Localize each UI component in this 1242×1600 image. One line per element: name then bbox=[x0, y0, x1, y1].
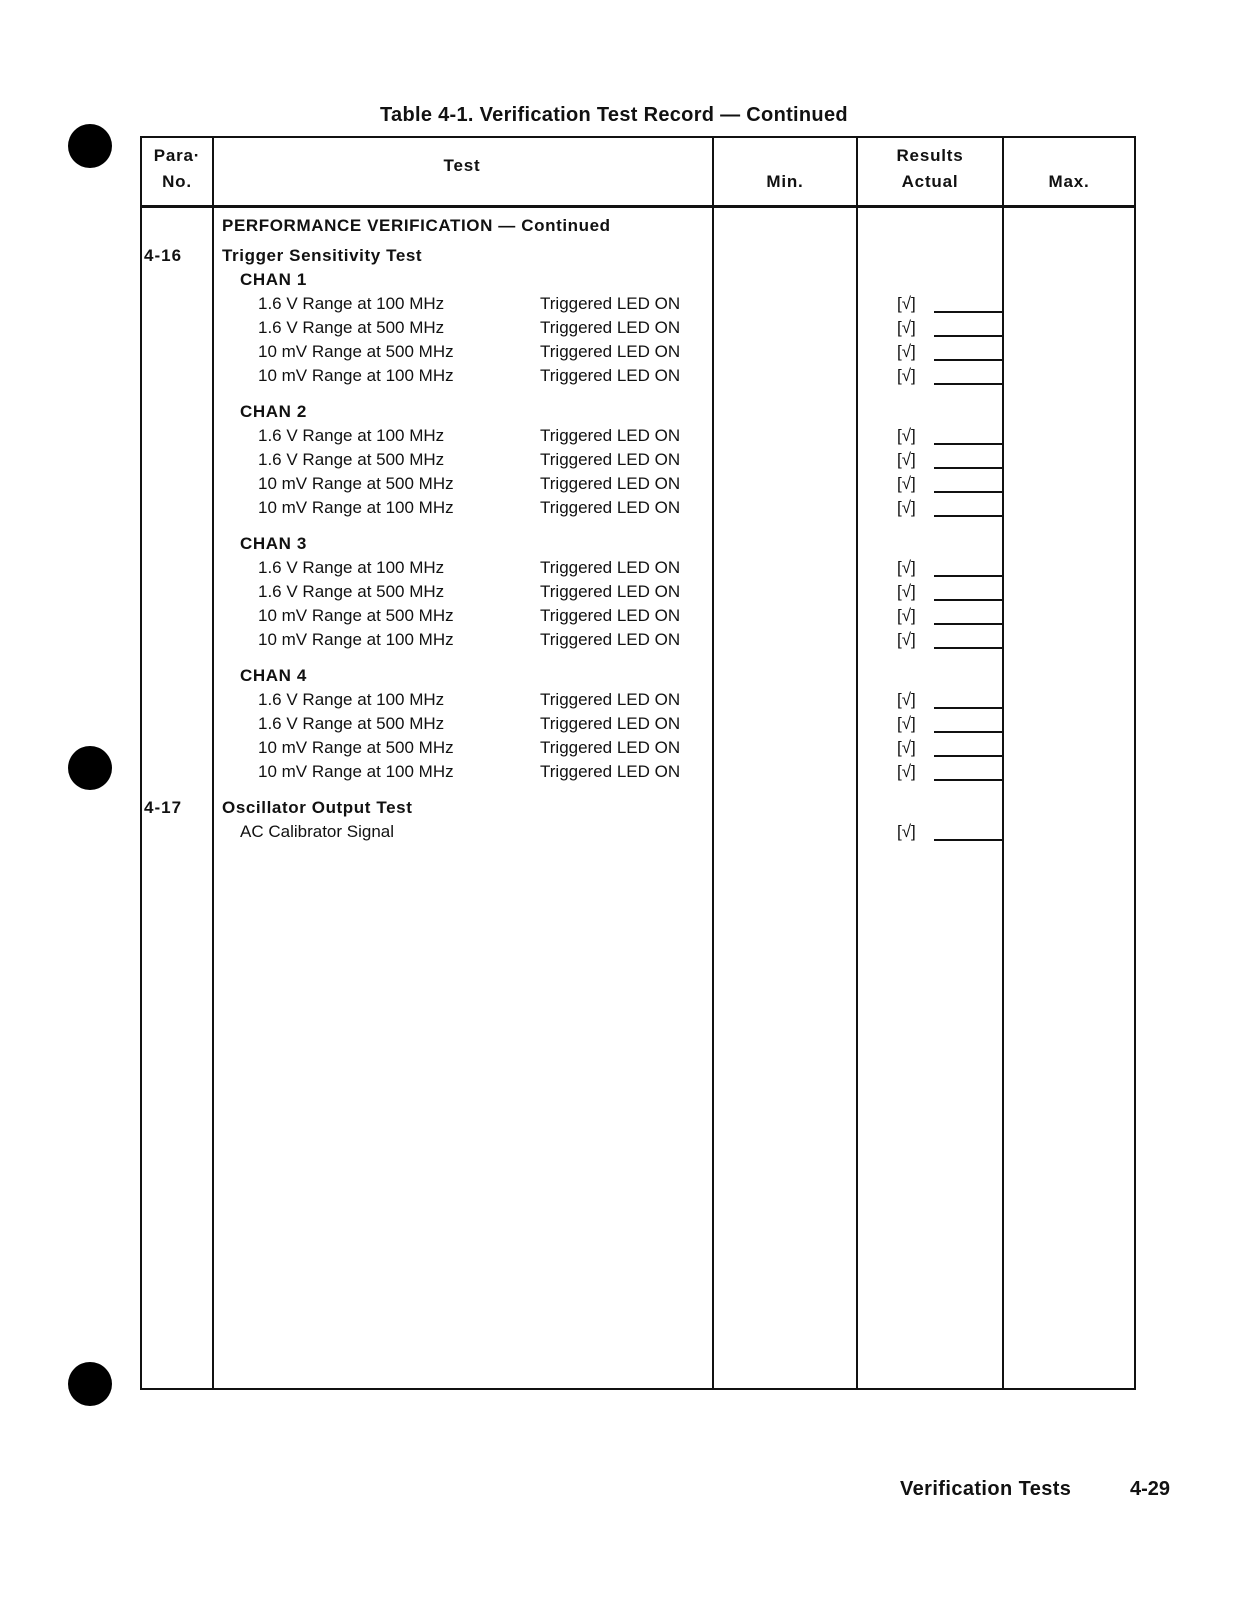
header-para-line1: Para· bbox=[153, 146, 201, 165]
footer-title: Verification Tests bbox=[900, 1478, 1072, 1500]
result-blank bbox=[934, 779, 1002, 781]
result-blank bbox=[934, 755, 1002, 757]
para-number: 4-17 bbox=[144, 798, 183, 817]
result-blank bbox=[934, 383, 1002, 385]
row-status: Triggered LED ON bbox=[540, 498, 681, 517]
table-row bbox=[0, 582, 1242, 604]
row-status: Triggered LED ON bbox=[540, 318, 681, 337]
table-row bbox=[0, 606, 1242, 628]
channel-heading: CHAN 1 bbox=[240, 270, 307, 289]
result-blank bbox=[934, 647, 1002, 649]
table-row bbox=[0, 318, 1242, 340]
checkmark-box: [√] bbox=[897, 630, 916, 649]
row-status: Triggered LED ON bbox=[540, 762, 681, 781]
table-row bbox=[0, 366, 1242, 388]
result-blank bbox=[934, 515, 1002, 517]
test-title: Oscillator Output Test bbox=[222, 798, 413, 817]
row-status: Triggered LED ON bbox=[540, 558, 681, 577]
result-blank bbox=[934, 359, 1002, 361]
table-row bbox=[0, 738, 1242, 760]
header-test: Test bbox=[443, 156, 481, 175]
row-label: 1.6 V Range at 100 MHz bbox=[258, 426, 445, 445]
row-status: Triggered LED ON bbox=[540, 342, 681, 361]
header-results-line1: Results bbox=[896, 146, 964, 165]
checkmark-box: [√] bbox=[897, 738, 916, 757]
checkmark-box: [√] bbox=[897, 342, 916, 361]
result-blank bbox=[934, 467, 1002, 469]
channel-heading: CHAN 4 bbox=[240, 666, 307, 685]
checkmark-box: [√] bbox=[897, 762, 916, 781]
table-row bbox=[0, 342, 1242, 364]
row-label: 1.6 V Range at 100 MHz bbox=[258, 558, 445, 577]
result-blank bbox=[934, 707, 1002, 709]
checkmark-box: [√] bbox=[897, 822, 916, 841]
header-results bbox=[858, 146, 1002, 192]
header-para-line2: No. bbox=[162, 172, 192, 191]
checkmark-box: [√] bbox=[897, 606, 916, 625]
checkmark-box: [√] bbox=[897, 426, 916, 445]
row-status: Triggered LED ON bbox=[540, 714, 681, 733]
section-title: PERFORMANCE VERIFICATION — Continued bbox=[222, 216, 611, 235]
header-results-line2: Actual bbox=[901, 172, 959, 191]
test-title: Trigger Sensitivity Test bbox=[222, 246, 423, 265]
row-label: 1.6 V Range at 500 MHz bbox=[258, 714, 445, 733]
row-label: 10 mV Range at 500 MHz bbox=[258, 342, 454, 361]
table-row bbox=[0, 714, 1242, 736]
result-blank bbox=[934, 623, 1002, 625]
table-row bbox=[0, 450, 1242, 472]
header-min: Min. bbox=[766, 172, 804, 191]
row-label: 10 mV Range at 100 MHz bbox=[258, 366, 454, 385]
channel-heading: CHAN 3 bbox=[240, 534, 307, 553]
row-label: 1.6 V Range at 500 MHz bbox=[258, 582, 445, 601]
table-row bbox=[0, 498, 1242, 520]
table-row bbox=[0, 426, 1242, 448]
row-label: 10 mV Range at 500 MHz bbox=[258, 606, 454, 625]
header-max: Max. bbox=[1048, 172, 1090, 191]
checkmark-box: [√] bbox=[897, 318, 916, 337]
result-blank bbox=[934, 839, 1002, 841]
row-label: 10 mV Range at 100 MHz bbox=[258, 630, 454, 649]
row-label: 1.6 V Range at 100 MHz bbox=[258, 690, 445, 709]
row-status: Triggered LED ON bbox=[540, 366, 681, 385]
checkmark-box: [√] bbox=[897, 558, 916, 577]
table-row bbox=[0, 762, 1242, 784]
page-number: 4-29 bbox=[1130, 1478, 1171, 1500]
result-blank bbox=[934, 311, 1002, 313]
row-status: Triggered LED ON bbox=[540, 582, 681, 601]
checkmark-box: [√] bbox=[897, 714, 916, 733]
channel-heading: CHAN 2 bbox=[240, 402, 307, 421]
row-label: 10 mV Range at 500 MHz bbox=[258, 474, 454, 493]
row-status: Triggered LED ON bbox=[540, 426, 681, 445]
result-blank bbox=[934, 575, 1002, 577]
row-status: Triggered LED ON bbox=[540, 474, 681, 493]
checkmark-box: [√] bbox=[897, 690, 916, 709]
row-status: Triggered LED ON bbox=[540, 690, 681, 709]
table-row bbox=[0, 690, 1242, 712]
binder-hole-bottom bbox=[68, 1362, 112, 1406]
row-status: Triggered LED ON bbox=[540, 450, 681, 469]
table-row bbox=[0, 822, 1242, 844]
row-label: 10 mV Range at 500 MHz bbox=[258, 738, 454, 757]
row-status: Triggered LED ON bbox=[540, 606, 681, 625]
result-blank bbox=[934, 599, 1002, 601]
header-divider bbox=[140, 205, 1136, 208]
checkmark-box: [√] bbox=[897, 450, 916, 469]
header-para bbox=[146, 146, 208, 192]
table-row bbox=[0, 294, 1242, 316]
checkmark-box: [√] bbox=[897, 294, 916, 313]
binder-hole-top bbox=[68, 124, 112, 168]
row-label: 1.6 V Range at 500 MHz bbox=[258, 318, 445, 337]
row-label: 10 mV Range at 100 MHz bbox=[258, 498, 454, 517]
result-blank bbox=[934, 335, 1002, 337]
checkmark-box: [√] bbox=[897, 582, 916, 601]
row-label: AC Calibrator Signal bbox=[240, 822, 395, 841]
table-row bbox=[0, 558, 1242, 580]
row-label: 1.6 V Range at 500 MHz bbox=[258, 450, 445, 469]
result-blank bbox=[934, 443, 1002, 445]
table-title: Table 4-1. Verification Test Record — Continued bbox=[380, 104, 848, 126]
row-status: Triggered LED ON bbox=[540, 294, 681, 313]
row-label: 10 mV Range at 100 MHz bbox=[258, 762, 454, 781]
table-row bbox=[0, 474, 1242, 496]
row-label: 1.6 V Range at 100 MHz bbox=[258, 294, 445, 313]
result-blank bbox=[934, 731, 1002, 733]
para-number: 4-16 bbox=[144, 246, 183, 265]
table-row bbox=[0, 630, 1242, 652]
row-status: Triggered LED ON bbox=[540, 630, 681, 649]
row-status: Triggered LED ON bbox=[540, 738, 681, 757]
checkmark-box: [√] bbox=[897, 498, 916, 517]
checkmark-box: [√] bbox=[897, 474, 916, 493]
checkmark-box: [√] bbox=[897, 366, 916, 385]
result-blank bbox=[934, 491, 1002, 493]
